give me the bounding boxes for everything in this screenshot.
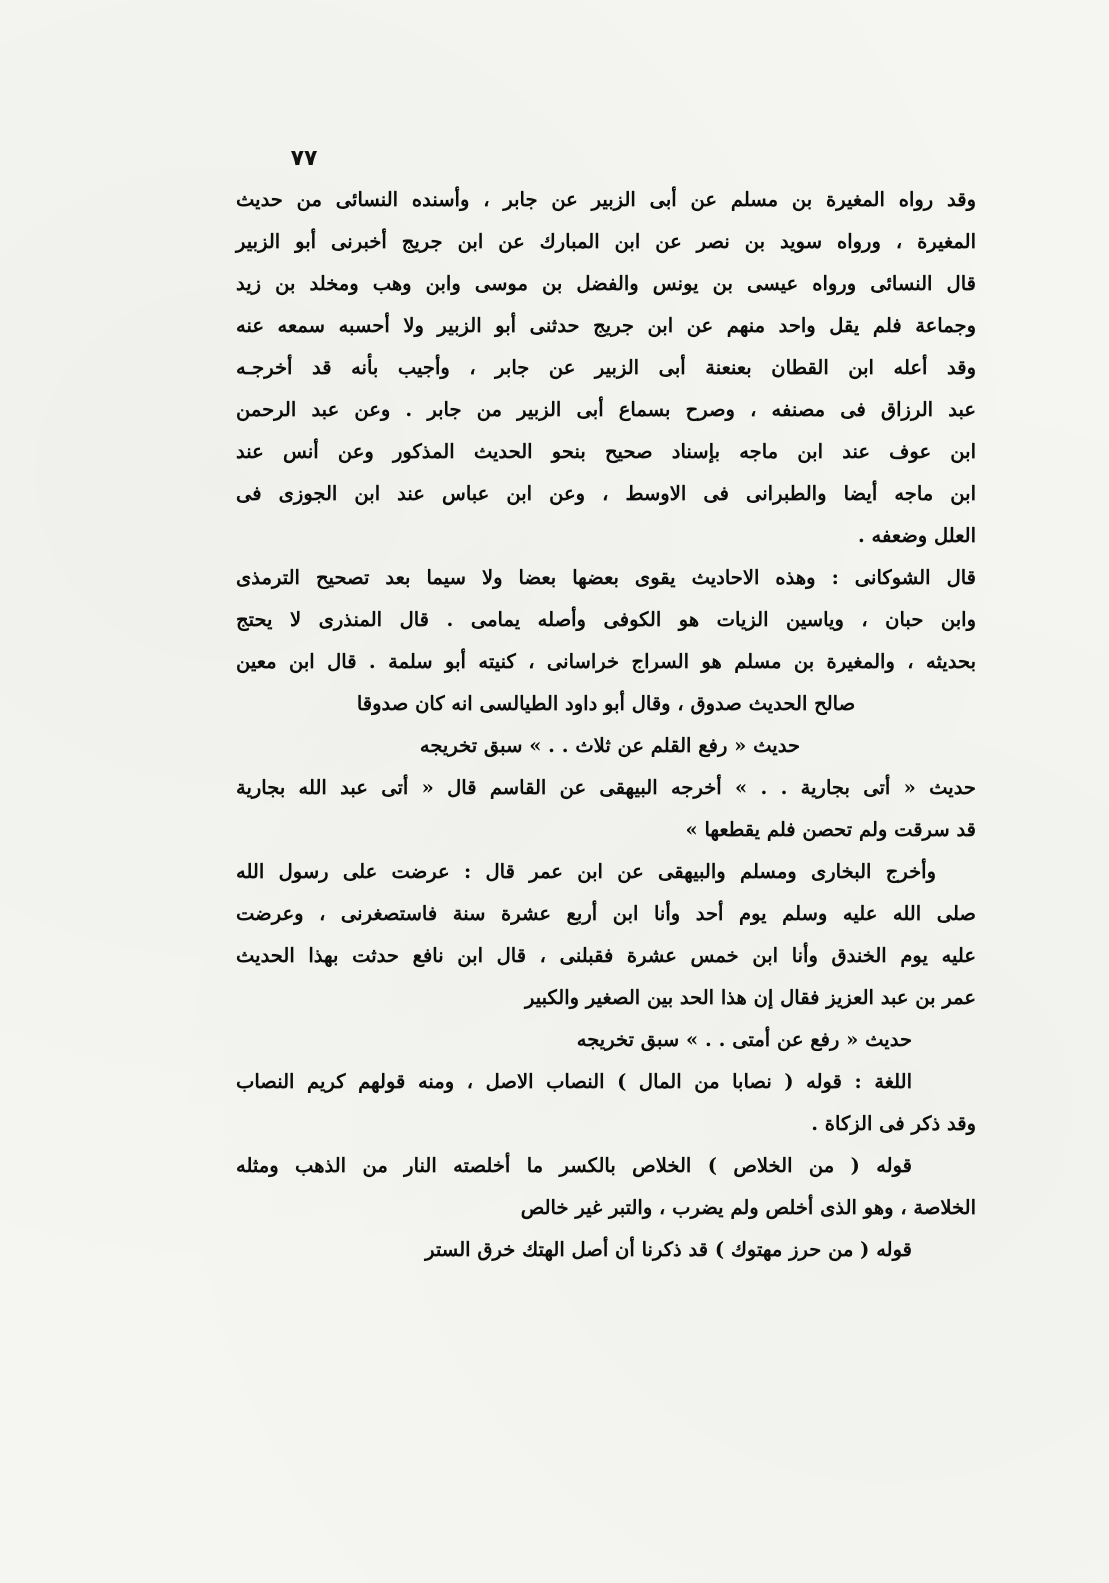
text-line: وقد رواه المغيرة بن مسلم عن أبى الزبير عن جابر ، وأسنده النسائى من حديث [236, 188, 976, 211]
text-line: وأخرج البخارى ومسلم والبيهقى عن ابن عمر قال : عرضت على رسول الله [236, 860, 936, 883]
page-number: ٧٧ [290, 146, 318, 171]
text-line: حديث « رفع عن أمتى . . » سبق تخريجه [576, 1028, 912, 1051]
text-line: عليه يوم الخندق وأنا ابن خمس عشرة فقبلنى ، قال ابن نافع حدثت بهذا الحديث [236, 944, 976, 967]
text-line: وقد ذكر فى الزكاة . [811, 1112, 976, 1135]
text-line: المغيرة ، ورواه سويد بن نصر عن ابن المبارك عن ابن جريج أخبرنى أبو الزبير [236, 230, 976, 253]
text-line: قد سرقت ولم تحصن فلم يقطعها » [685, 818, 976, 841]
text-line: الخلاصة ، وهو الذى أخلص ولم يضرب ، والتبر غير خالص [520, 1196, 976, 1219]
text-line: وجماعة فلم يقل واحد منهم عن ابن جريج حدثنى أبو الزبير ولا أحسبه سمعه عنه [236, 314, 976, 337]
text-line: صلى الله عليه وسلم يوم أحد وأنا ابن أربع عشرة سنة فاستصغرنى ، وعرضت [236, 902, 976, 925]
text-line: بحديثه ، والمغيرة بن مسلم هو السراج خراسانى ، كنيته أبو سلمة . قال ابن معين [236, 650, 977, 673]
text-line: حديث « أتى بجارية . . » أخرجه البيهقى عن القاسم قال « أتى عبد الله بجارية [236, 776, 976, 799]
text-line: ابن ماجه أيضا والطبرانى فى الاوسط ، وعن ابن عباس عند ابن الجوزى فى [236, 482, 976, 505]
text-line: قال الشوكانى : وهذه الاحاديث يقوى بعضها بعضا ولا سيما بعد تصحيح الترمذى [236, 566, 976, 589]
text-line: عبد الرزاق فى مصنفه ، وصرح بسماع أبى الزبير من جابر . وعن عبد الرحمن [236, 398, 976, 421]
text-line: العلل وضعفه . [857, 524, 976, 547]
text-line: وابن حبان ، وياسين الزيات هو الكوفى وأصله يمامى . قال المنذرى لا يحتج [236, 608, 976, 631]
text-line: ابن عوف عند ابن ماجه بإسناد صحيح بنحو الحديث المذكور وعن أنس عند [236, 440, 976, 463]
text-line: وقد أعله ابن القطان بعنعنة أبى الزبير عن جابر ، وأجيب بأنه قد أخرجـه [236, 356, 976, 379]
text-line: قوله ( من الخلاص ) الخلاص بالكسر ما أخلصته النار من الذهب ومثله [236, 1154, 912, 1177]
text-line: صالح الحديث صدوق ، وقال أبو داود الطيالسى انه كان صدوقا [356, 692, 856, 715]
text-line: قوله ( من حرز مهتوك ) قد ذكرنا أن أصل الهتك خرق الستر [425, 1238, 912, 1261]
text-line: قال النسائى ورواه عيسى بن يونس والفضل بن موسى وابن وهب ومخلد بن زيد [236, 272, 976, 295]
text-line: عمر بن عبد العزيز فقال إن هذا الحد بين الصغير والكبير [525, 986, 976, 1009]
text-line: اللغة : قوله ( نصابا من المال ) النصاب الاصل ، ومنه قولهم كريم النصاب [236, 1070, 912, 1093]
text-line: حديث « رفع القلم عن ثلاث . . » سبق تخريجه [419, 734, 800, 757]
